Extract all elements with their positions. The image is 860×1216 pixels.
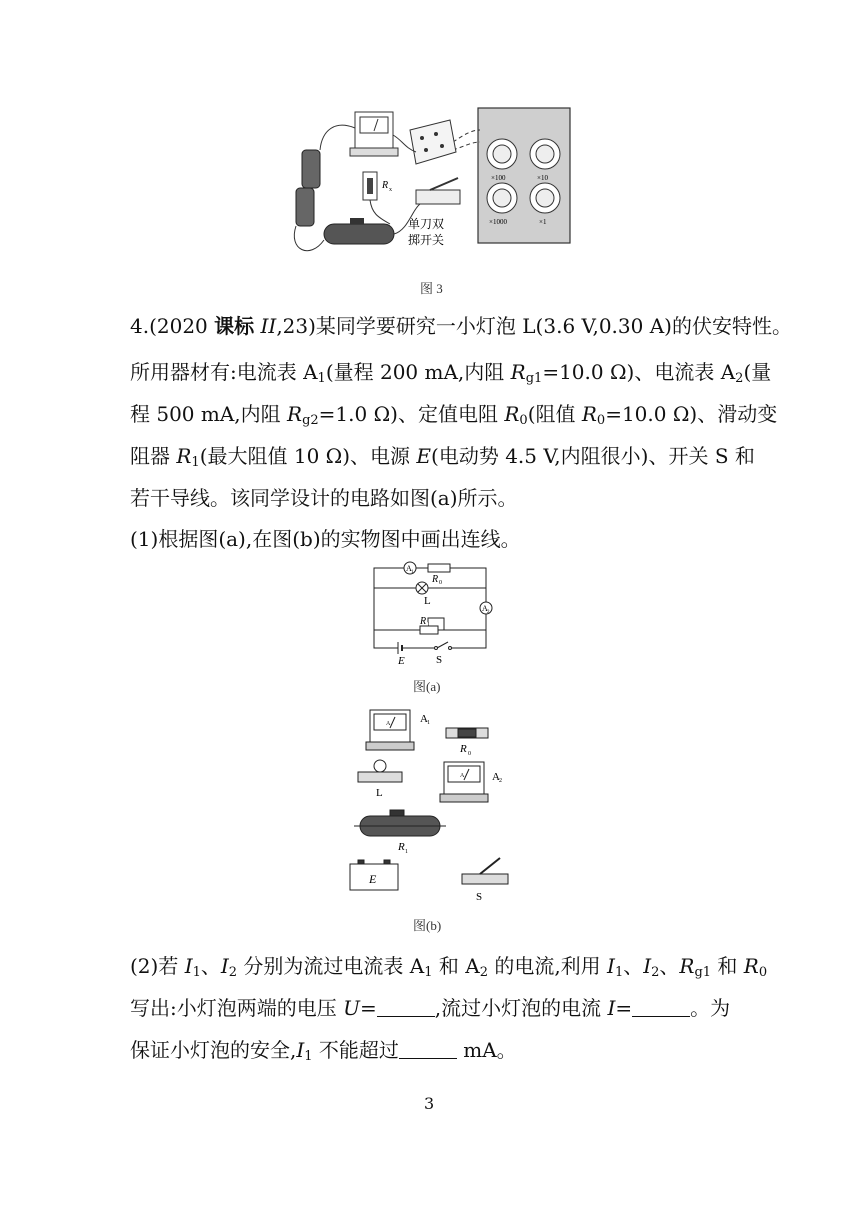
switch-s-device (462, 858, 508, 884)
rheostat-r1-device (354, 810, 446, 836)
blank-voltage[interactable] (377, 996, 435, 1017)
lamp-device (358, 760, 402, 782)
dial-label-x1000: ×1000 (489, 218, 507, 226)
svg-text:R: R (460, 743, 467, 755)
svg-text:E: E (398, 655, 405, 667)
svg-text:A: A (386, 721, 391, 727)
svg-text:L: L (376, 787, 383, 799)
figure-3-caption: 图 3 (420, 281, 443, 296)
question-part-1: (1)根据图(a),在图(b)的实物图中画出连线。 (130, 527, 521, 551)
dial-label-x10: ×10 (537, 174, 548, 182)
svg-text:R: R (432, 574, 439, 585)
question-line-3: 程 500 mA,内阻 $R_{g2}=1.0$ Ω)、定值电阻 $R_0$(阻值 $R_0=10.0$ Ω)、滑动变 (130, 402, 778, 428)
figure-a-caption: 图(a) (413, 679, 441, 694)
question-line-5: 若干导线。该同学设计的电路如图(a)所示。 (130, 486, 518, 510)
r0-symbol (428, 564, 450, 572)
svg-text:S: S (476, 891, 483, 903)
dial-label-x100: ×100 (491, 174, 506, 182)
svg-text:0: 0 (439, 580, 442, 586)
svg-text:R: R (382, 180, 389, 191)
svg-text:x: x (389, 187, 392, 193)
r0-device (446, 728, 488, 738)
ammeter-a1-device (366, 710, 414, 750)
question-line-4: 阻器 $R_1$(最大阻值 10 Ω)、电源 E(电动势 4.5 V,内阻很小)、开关 S 和 (130, 444, 755, 470)
svg-text:A: A (406, 564, 412, 573)
svg-text:1: 1 (411, 570, 414, 575)
battery-2 (296, 188, 314, 226)
switch-label-line1: 单刀双 (408, 217, 445, 231)
svg-text:1: 1 (427, 720, 430, 726)
switch-label-line2: 掷开关 (408, 233, 445, 247)
svg-text:E: E (369, 872, 377, 886)
figure-b-apparatus (340, 700, 520, 910)
svg-text:A: A (492, 771, 500, 783)
question-line-1: 4.(2020 课标 II,23)某同学要研究一小灯泡 L(3.6 V,0.30 A)的伏安特性。 (130, 314, 792, 338)
question-part-2-line-1: (2)若 $I_1$、$I_2$ 分别为流过电流表 $A_1$ 和 $A_2$ 的电流,利用 $I_1$、$I_2$、$R_{g1}$ 和 $R_0$ (130, 954, 768, 980)
switch-symbol (437, 642, 448, 648)
svg-text:A: A (482, 604, 488, 613)
svg-text:A: A (460, 773, 465, 779)
svg-text:1: 1 (405, 849, 408, 855)
svg-text:L: L (424, 595, 431, 607)
figure-3-apparatus (290, 100, 580, 270)
question-line-2: 所用器材有:电流表 $A_1$(量程 200 mA,内阻 $R_{g1}=10.0$ Ω)、电流表 $A_2$(量 (130, 360, 772, 386)
page-number: 3 (424, 1094, 435, 1113)
ammeter-a2-device (440, 762, 488, 802)
battery-1 (302, 150, 320, 188)
blank-current[interactable] (632, 996, 690, 1017)
svg-text:R: R (420, 616, 427, 627)
svg-text:1: 1 (427, 622, 430, 628)
svg-text:A: A (420, 713, 428, 725)
rheostat (324, 224, 394, 244)
svg-text:R: R (398, 841, 405, 853)
dial-label-x1: ×1 (539, 218, 547, 226)
question-part-2-line-2: 写出:小灯泡两端的电压 U= ,流过小灯泡的电流 I= 。为 (130, 996, 731, 1020)
svg-text:2: 2 (499, 778, 502, 784)
svg-text:S: S (436, 654, 443, 666)
svg-text:2: 2 (487, 610, 490, 615)
figure-b-caption: 图(b) (413, 918, 442, 933)
question-part-2-line-3: 保证小灯泡的安全$,I_1$ 不能超过 mA。 (130, 1038, 517, 1064)
blank-max-current[interactable] (399, 1038, 457, 1059)
svg-text:0: 0 (468, 751, 471, 757)
dpdt-switch (416, 190, 460, 204)
figure-a-circuit (360, 560, 500, 670)
resistance-box (410, 120, 456, 164)
